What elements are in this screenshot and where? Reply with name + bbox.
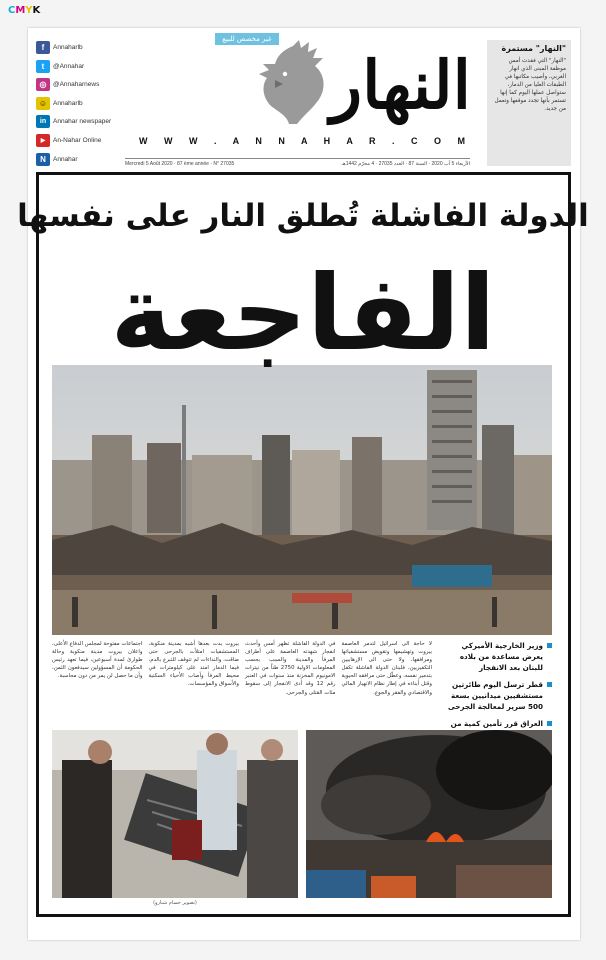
brief-item[interactable]: العراق قرر تأمين كمية من — [440, 718, 552, 751]
main-photo-port-explosion — [52, 365, 552, 635]
dateline: Mercredi 5 Août 2020 · 87 ème année · N° 27035 الأربعاء 5 آب 2020 · السنة 87 · العدد 27035 · 4 محرّم 1442هـ — [125, 158, 470, 167]
mega-headline: الفاجعة — [110, 252, 496, 374]
social-links — [36, 40, 116, 170]
social-item-linkedin[interactable]: in Annahar newspaper — [36, 114, 116, 129]
headline: الدولة الفاشلة تُطلق النار على نفسها — [17, 198, 589, 234]
lead-article-columns — [52, 640, 432, 728]
cmyk-marks: CMYK — [8, 5, 41, 16]
editorial-note-box — [487, 40, 571, 166]
article-column: بيروت بدت بعدها أشبه بمدينة منكوبة، المستشفيات امتلأت بالجرحى حتى ضاقت، والنداءات لم تتوقف للتبرع بالدم، فيما الدمار امتد على كيلومترات في محيط المرفأ وأصاب الأحياء السكنية والأسواق والمؤسسات. — [148, 641, 239, 688]
masthead — [125, 36, 475, 164]
linkedin-icon: in — [36, 115, 50, 128]
facebook-icon: f — [36, 41, 50, 54]
photo-port-fire — [306, 730, 552, 898]
logo-wordmark: النهار — [330, 46, 471, 124]
social-item-instagram[interactable]: ◎ @Annaharnews — [36, 77, 116, 92]
snapchat-icon: ☺ — [36, 97, 50, 110]
editorial-note-title: "النهار" مستمرة — [501, 44, 566, 53]
social-item-snapchat[interactable]: ☺ Annaharlb — [36, 96, 116, 111]
social-item-youtube[interactable]: ▶ An-Nahar Online — [36, 133, 116, 148]
annahar-app-icon: N — [36, 153, 50, 166]
editorial-note-body: "النهار" التي فقدت أمس موظفة المبنى الذي انهار الغربي، وأصيب مكاتبها في الطبقات العليا من الدمار، ستواصل عملها اليوم كما إنها تستمر بأنها تجدد موقفها وتعمل من جديد. — [494, 58, 566, 112]
article-column: في الدولة الفاشلة تظهر أمس وأحدث انفجار شهدته العاصمة على أطراف المرفأ والمدينة والسبب بحسب المعلومات الاولية 2750 طناً من نيترات الامونيوم المخزنة منذ سنوات في العنبر رقم 12 وقد أدى الانفجار إلى سقوط مئات القتلى والجرحى. — [245, 641, 336, 696]
article-column: لا حاجة الى اسرائيل لتدمر العاصمة بيروت وتهشيمها وتقويض مستشفياتها ومرافقها، ولا حتى الى الإرهابيين التكفيريين، فلبنان الدولة الفاشلة تكفل بتدمير نفسه، وعطّل حتى مرافقه الحيوية وقتل أبناءه في إطار نظام الانهيار المالي والاقتصادي والفقر والجوع. — [341, 641, 432, 696]
photo-rescuers — [52, 730, 298, 898]
article-column: اجتماعات مفتوحة لمجلس الدفاع الأعلى، واعلان بيروت مدينة منكوبة وحالة طوارئ لمدة أسبوعين، فيما تعهد رئيس الحكومة أن المسؤولين سيدفعون الثمن، وأن ما حصل لن يمر من دون محاسبة. — [52, 641, 143, 680]
brief-item[interactable]: قطر ترسل اليوم طائرتين مستشفيين ميدانيين بسعة 500 سرير لمعالجة الجرحى — [440, 679, 552, 712]
rooster-logo-icon — [253, 40, 333, 126]
brief-item[interactable]: وزير الخارجية الأميركي يعرض مساعدة من بلاده للبنان بعد الانفجار — [440, 640, 552, 673]
youtube-icon: ▶ — [36, 134, 50, 147]
social-item-twitter[interactable]: t @Annahar — [36, 59, 116, 74]
photo-caption: (تصوير حسام شبارو) — [153, 900, 197, 906]
twitter-icon: t — [36, 60, 50, 73]
social-item-facebook[interactable]: f Annaharlb — [36, 40, 116, 55]
instagram-icon: ◎ — [36, 78, 50, 91]
website-url[interactable]: W W W . A N N A H A R . C O M — [139, 136, 472, 146]
not-for-sale-tag: غير مخصص للبيع — [215, 33, 279, 45]
social-item-annahar[interactable]: N Annahar — [36, 152, 116, 167]
